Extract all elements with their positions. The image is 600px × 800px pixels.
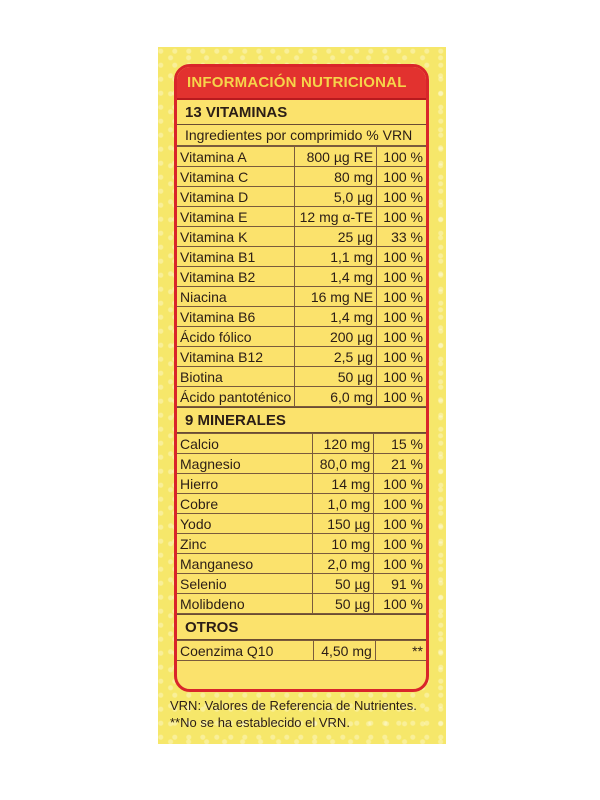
table-row — [177, 347, 426, 367]
nutrient-name: Niacina — [177, 287, 295, 307]
table-row — [177, 494, 426, 514]
nutrient-vrn: 100 % — [377, 327, 426, 347]
nutrient-amount: 50 µg — [312, 574, 374, 594]
nutrient-vrn: 100 % — [374, 594, 426, 614]
table-row — [177, 247, 426, 267]
nutrient-name: Vitamina D — [177, 187, 295, 207]
table-row — [177, 267, 426, 287]
nutrient-vrn: 100 % — [377, 367, 426, 387]
nutrient-name: Manganeso — [177, 554, 312, 574]
table-row — [177, 594, 426, 614]
nutrient-amount: 14 mg — [312, 474, 374, 494]
nutrient-vrn: 100 % — [377, 287, 426, 307]
table-row — [177, 327, 426, 347]
nutrient-vrn: 100 % — [374, 554, 426, 574]
nutrient-name: Ácido fólico — [177, 327, 295, 347]
table-row — [177, 641, 426, 661]
nutrient-vrn: 100 % — [374, 534, 426, 554]
nutrient-name: Calcio — [177, 434, 312, 454]
nutrient-name: Biotina — [177, 367, 295, 387]
nutrient-name: Zinc — [177, 534, 312, 554]
nutrient-name: Vitamina B2 — [177, 267, 295, 287]
nutrient-vrn: 100 % — [377, 307, 426, 327]
nutrient-vrn: 100 % — [377, 147, 426, 167]
nutrition-panel — [174, 64, 429, 692]
nutrient-amount: 10 mg — [312, 534, 374, 554]
nutrient-amount: 150 µg — [312, 514, 374, 534]
table-row — [177, 147, 426, 167]
table-row — [177, 227, 426, 247]
nutrient-amount: 800 µg RE — [295, 147, 377, 167]
nutrient-name: Vitamina A — [177, 147, 295, 167]
nutrient-name: Cobre — [177, 494, 312, 514]
nutrient-vrn: 100 % — [374, 514, 426, 534]
nutrient-vrn: ** — [375, 641, 426, 661]
nutrient-name: Selenio — [177, 574, 312, 594]
nutrient-name: Ácido pantoténico — [177, 387, 295, 407]
table-row — [177, 474, 426, 494]
nutrient-amount: 5,0 µg — [295, 187, 377, 207]
nutrient-vrn: 100 % — [377, 347, 426, 367]
nutrient-name: Vitamina K — [177, 227, 295, 247]
nutrient-amount: 16 mg NE — [295, 287, 377, 307]
table-row — [177, 514, 426, 534]
nutrient-vrn: 100 % — [377, 267, 426, 287]
nutrient-vrn: 91 % — [374, 574, 426, 594]
minerals-table — [177, 433, 426, 614]
vitamins-heading: 13 VITAMINAS — [177, 100, 426, 125]
nutrient-amount: 50 µg — [295, 367, 377, 387]
nutrient-vrn: 15 % — [374, 434, 426, 454]
nutrient-name: Vitamina B1 — [177, 247, 295, 267]
table-row — [177, 454, 426, 474]
footnote-vrn: VRN: Valores de Referencia de Nutrientes. — [170, 698, 417, 713]
footnotes — [170, 697, 446, 731]
nutrient-amount: 120 mg — [312, 434, 374, 454]
nutrient-vrn: 100 % — [377, 167, 426, 187]
vitamins-table — [177, 146, 426, 407]
nutrient-vrn: 100 % — [377, 387, 426, 407]
nutrient-name: Vitamina E — [177, 207, 295, 227]
nutrient-amount: 1,1 mg — [295, 247, 377, 267]
table-row — [177, 387, 426, 407]
table-row — [177, 187, 426, 207]
minerals-heading: 9 MINERALES — [177, 407, 426, 433]
nutrient-name: Coenzima Q10 — [177, 641, 314, 661]
nutrient-amount: 6,0 mg — [295, 387, 377, 407]
nutrient-vrn: 33 % — [377, 227, 426, 247]
nutrient-name: Vitamina B12 — [177, 347, 295, 367]
nutrient-amount: 2,0 mg — [312, 554, 374, 574]
table-row — [177, 207, 426, 227]
others-heading: OTROS — [177, 614, 426, 640]
table-row — [177, 534, 426, 554]
columns-header: Ingredientes por comprimido % VRN — [177, 125, 426, 146]
nutrient-amount: 12 mg α-TE — [295, 207, 377, 227]
nutrient-vrn: 21 % — [374, 454, 426, 474]
nutrient-amount: 2,5 µg — [295, 347, 377, 367]
nutrient-name: Hierro — [177, 474, 312, 494]
nutrient-amount: 50 µg — [312, 594, 374, 614]
table-row — [177, 434, 426, 454]
nutrient-vrn: 100 % — [374, 474, 426, 494]
nutrient-amount: 1,0 mg — [312, 494, 374, 514]
nutrient-amount: 80,0 mg — [312, 454, 374, 474]
nutrient-name: Molibdeno — [177, 594, 312, 614]
panel-title: INFORMACIÓN NUTRICIONAL — [187, 74, 407, 91]
footnote-not-established: **No se ha establecido el VRN. — [170, 715, 350, 730]
nutrient-name: Vitamina B6 — [177, 307, 295, 327]
nutrient-amount: 80 mg — [295, 167, 377, 187]
nutrient-name: Yodo — [177, 514, 312, 534]
nutrient-amount: 1,4 mg — [295, 267, 377, 287]
nutrient-amount: 200 µg — [295, 327, 377, 347]
table-row — [177, 554, 426, 574]
nutrient-vrn: 100 % — [377, 187, 426, 207]
others-table — [177, 640, 426, 661]
nutrient-vrn: 100 % — [374, 494, 426, 514]
title-bar — [177, 67, 426, 100]
table-row — [177, 287, 426, 307]
table-row — [177, 167, 426, 187]
nutrient-amount: 4,50 mg — [314, 641, 376, 661]
table-row — [177, 574, 426, 594]
nutrient-amount: 1,4 mg — [295, 307, 377, 327]
table-row — [177, 307, 426, 327]
table-row — [177, 367, 426, 387]
nutrient-vrn: 100 % — [377, 207, 426, 227]
nutrient-name: Vitamina C — [177, 167, 295, 187]
nutrient-name: Magnesio — [177, 454, 312, 474]
nutrient-vrn: 100 % — [377, 247, 426, 267]
nutrient-amount: 25 µg — [295, 227, 377, 247]
